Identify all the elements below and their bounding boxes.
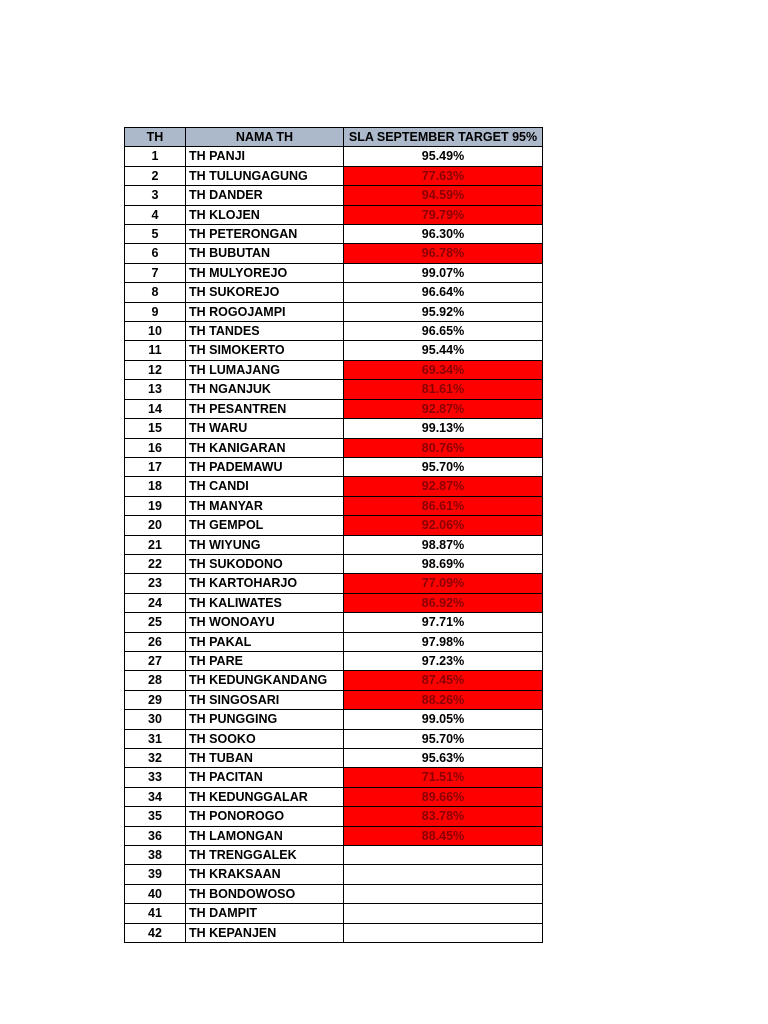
row-number-cell: 33	[125, 768, 186, 787]
table-row	[125, 807, 543, 826]
row-sla-cell: 95.70%	[344, 457, 543, 476]
row-number-cell: 17	[125, 457, 186, 476]
table-row	[125, 884, 543, 903]
table-row	[125, 225, 543, 244]
row-sla-cell: 96.78%	[344, 244, 543, 263]
row-sla-cell: 98.87%	[344, 535, 543, 554]
row-number-cell: 30	[125, 710, 186, 729]
row-number-cell: 40	[125, 884, 186, 903]
table-row	[125, 710, 543, 729]
row-number-cell: 24	[125, 593, 186, 612]
table-row	[125, 166, 543, 185]
row-name-cell: TH SUKODONO	[186, 554, 344, 573]
row-name-cell: TH CANDI	[186, 477, 344, 496]
row-number-cell: 2	[125, 166, 186, 185]
row-name-cell: TH KEDUNGKANDANG	[186, 671, 344, 690]
row-sla-cell: 97.71%	[344, 613, 543, 632]
row-sla-cell	[344, 846, 543, 865]
row-name-cell: TH PONOROGO	[186, 807, 344, 826]
row-sla-cell: 96.30%	[344, 225, 543, 244]
row-number-cell: 32	[125, 749, 186, 768]
row-sla-cell: 79.79%	[344, 205, 543, 224]
row-name-cell: TH WONOAYU	[186, 613, 344, 632]
table-row	[125, 399, 543, 418]
row-name-cell: TH PACITAN	[186, 768, 344, 787]
row-name-cell: TH PETERONGAN	[186, 225, 344, 244]
row-sla-cell: 77.09%	[344, 574, 543, 593]
row-name-cell: TH WARU	[186, 419, 344, 438]
table-row	[125, 341, 543, 360]
row-name-cell: TH TULUNGAGUNG	[186, 166, 344, 185]
row-name-cell: TH SUKOREJO	[186, 283, 344, 302]
row-sla-cell: 99.07%	[344, 263, 543, 282]
row-number-cell: 35	[125, 807, 186, 826]
row-number-cell: 19	[125, 496, 186, 515]
row-name-cell: TH MULYOREJO	[186, 263, 344, 282]
row-number-cell: 3	[125, 186, 186, 205]
row-name-cell: TH TRENGGALEK	[186, 846, 344, 865]
row-number-cell: 21	[125, 535, 186, 554]
row-name-cell: TH SIMOKERTO	[186, 341, 344, 360]
table-row	[125, 574, 543, 593]
row-name-cell: TH TUBAN	[186, 749, 344, 768]
table-row	[125, 535, 543, 554]
row-sla-cell: 83.78%	[344, 807, 543, 826]
row-sla-cell: 95.63%	[344, 749, 543, 768]
table-row	[125, 671, 543, 690]
table-row	[125, 651, 543, 670]
row-sla-cell: 71.51%	[344, 768, 543, 787]
row-number-cell: 4	[125, 205, 186, 224]
table-row	[125, 419, 543, 438]
row-sla-cell: 77.63%	[344, 166, 543, 185]
row-sla-cell: 92.87%	[344, 399, 543, 418]
row-sla-cell: 88.45%	[344, 826, 543, 845]
row-name-cell: TH ROGOJAMPI	[186, 302, 344, 321]
row-name-cell: TH PANJI	[186, 147, 344, 166]
row-sla-cell: 95.92%	[344, 302, 543, 321]
row-name-cell: TH SOOKO	[186, 729, 344, 748]
row-number-cell: 10	[125, 322, 186, 341]
table-row	[125, 283, 543, 302]
row-sla-cell: 92.87%	[344, 477, 543, 496]
row-name-cell: TH KANIGARAN	[186, 438, 344, 457]
row-sla-cell: 99.13%	[344, 419, 543, 438]
row-number-cell: 9	[125, 302, 186, 321]
table-row	[125, 186, 543, 205]
row-number-cell: 34	[125, 787, 186, 806]
row-number-cell: 18	[125, 477, 186, 496]
row-sla-cell	[344, 865, 543, 884]
header-row	[125, 128, 543, 147]
table-row	[125, 244, 543, 263]
row-number-cell: 28	[125, 671, 186, 690]
table-row	[125, 496, 543, 515]
table-row	[125, 690, 543, 709]
table-row	[125, 729, 543, 748]
row-name-cell: TH KEPANJEN	[186, 923, 344, 942]
table-row	[125, 826, 543, 845]
table-row	[125, 438, 543, 457]
table-row	[125, 380, 543, 399]
row-name-cell: TH KEDUNGGALAR	[186, 787, 344, 806]
row-sla-cell: 88.26%	[344, 690, 543, 709]
header-nama-th: NAMA TH	[186, 128, 344, 147]
row-number-cell: 15	[125, 419, 186, 438]
row-name-cell: TH BONDOWOSO	[186, 884, 344, 903]
row-sla-cell: 87.45%	[344, 671, 543, 690]
row-number-cell: 8	[125, 283, 186, 302]
row-sla-cell: 94.59%	[344, 186, 543, 205]
table-row	[125, 360, 543, 379]
row-sla-cell: 95.44%	[344, 341, 543, 360]
table-row	[125, 554, 543, 573]
row-number-cell: 7	[125, 263, 186, 282]
table-row	[125, 302, 543, 321]
row-name-cell: TH NGANJUK	[186, 380, 344, 399]
row-name-cell: TH PAKAL	[186, 632, 344, 651]
row-name-cell: TH GEMPOL	[186, 516, 344, 535]
row-sla-cell: 98.69%	[344, 554, 543, 573]
row-sla-cell: 95.49%	[344, 147, 543, 166]
row-name-cell: TH KARTOHARJO	[186, 574, 344, 593]
table-row	[125, 787, 543, 806]
row-number-cell: 13	[125, 380, 186, 399]
row-sla-cell: 81.61%	[344, 380, 543, 399]
row-sla-cell	[344, 884, 543, 903]
row-number-cell: 31	[125, 729, 186, 748]
row-number-cell: 29	[125, 690, 186, 709]
row-number-cell: 6	[125, 244, 186, 263]
row-sla-cell: 97.98%	[344, 632, 543, 651]
row-name-cell: TH DAMPIT	[186, 904, 344, 923]
row-name-cell: TH LUMAJANG	[186, 360, 344, 379]
table-row	[125, 147, 543, 166]
table-row	[125, 632, 543, 651]
row-number-cell: 26	[125, 632, 186, 651]
table-row	[125, 516, 543, 535]
row-sla-cell: 86.61%	[344, 496, 543, 515]
row-number-cell: 22	[125, 554, 186, 573]
table-row	[125, 477, 543, 496]
row-sla-cell: 95.70%	[344, 729, 543, 748]
row-name-cell: TH PUNGGING	[186, 710, 344, 729]
row-number-cell: 11	[125, 341, 186, 360]
table-row	[125, 846, 543, 865]
table-row	[125, 904, 543, 923]
table-body	[125, 147, 543, 943]
table-row	[125, 593, 543, 612]
row-name-cell: TH PESANTREN	[186, 399, 344, 418]
row-name-cell: TH KLOJEN	[186, 205, 344, 224]
table-row	[125, 768, 543, 787]
row-number-cell: 39	[125, 865, 186, 884]
table-row	[125, 923, 543, 942]
row-name-cell: TH KRAKSAAN	[186, 865, 344, 884]
table-row	[125, 322, 543, 341]
row-sla-cell: 86.92%	[344, 593, 543, 612]
row-name-cell: TH LAMONGAN	[186, 826, 344, 845]
row-number-cell: 38	[125, 846, 186, 865]
row-sla-cell: 99.05%	[344, 710, 543, 729]
row-name-cell: TH MANYAR	[186, 496, 344, 515]
table-row	[125, 749, 543, 768]
row-number-cell: 5	[125, 225, 186, 244]
row-name-cell: TH KALIWATES	[186, 593, 344, 612]
row-name-cell: TH SINGOSARI	[186, 690, 344, 709]
row-sla-cell: 92.06%	[344, 516, 543, 535]
row-name-cell: TH WIYUNG	[186, 535, 344, 554]
row-number-cell: 12	[125, 360, 186, 379]
row-sla-cell: 89.66%	[344, 787, 543, 806]
row-sla-cell: 97.23%	[344, 651, 543, 670]
row-name-cell: TH BUBUTAN	[186, 244, 344, 263]
row-number-cell: 20	[125, 516, 186, 535]
row-number-cell: 42	[125, 923, 186, 942]
sla-table	[124, 127, 543, 943]
header-th: TH	[125, 128, 186, 147]
table-row	[125, 457, 543, 476]
row-number-cell: 25	[125, 613, 186, 632]
row-sla-cell: 69.34%	[344, 360, 543, 379]
row-name-cell: TH DANDER	[186, 186, 344, 205]
row-number-cell: 1	[125, 147, 186, 166]
row-sla-cell: 96.64%	[344, 283, 543, 302]
row-sla-cell	[344, 904, 543, 923]
table-row	[125, 865, 543, 884]
row-sla-cell: 80.76%	[344, 438, 543, 457]
row-number-cell: 36	[125, 826, 186, 845]
table-row	[125, 263, 543, 282]
row-sla-cell	[344, 923, 543, 942]
row-number-cell: 14	[125, 399, 186, 418]
row-name-cell: TH TANDES	[186, 322, 344, 341]
row-number-cell: 23	[125, 574, 186, 593]
row-number-cell: 16	[125, 438, 186, 457]
table-row	[125, 205, 543, 224]
table-row	[125, 613, 543, 632]
row-name-cell: TH PARE	[186, 651, 344, 670]
header-sla: SLA SEPTEMBER TARGET 95%	[344, 128, 543, 147]
row-name-cell: TH PADEMAWU	[186, 457, 344, 476]
row-number-cell: 41	[125, 904, 186, 923]
row-sla-cell: 96.65%	[344, 322, 543, 341]
table-header	[125, 128, 543, 147]
row-number-cell: 27	[125, 651, 186, 670]
